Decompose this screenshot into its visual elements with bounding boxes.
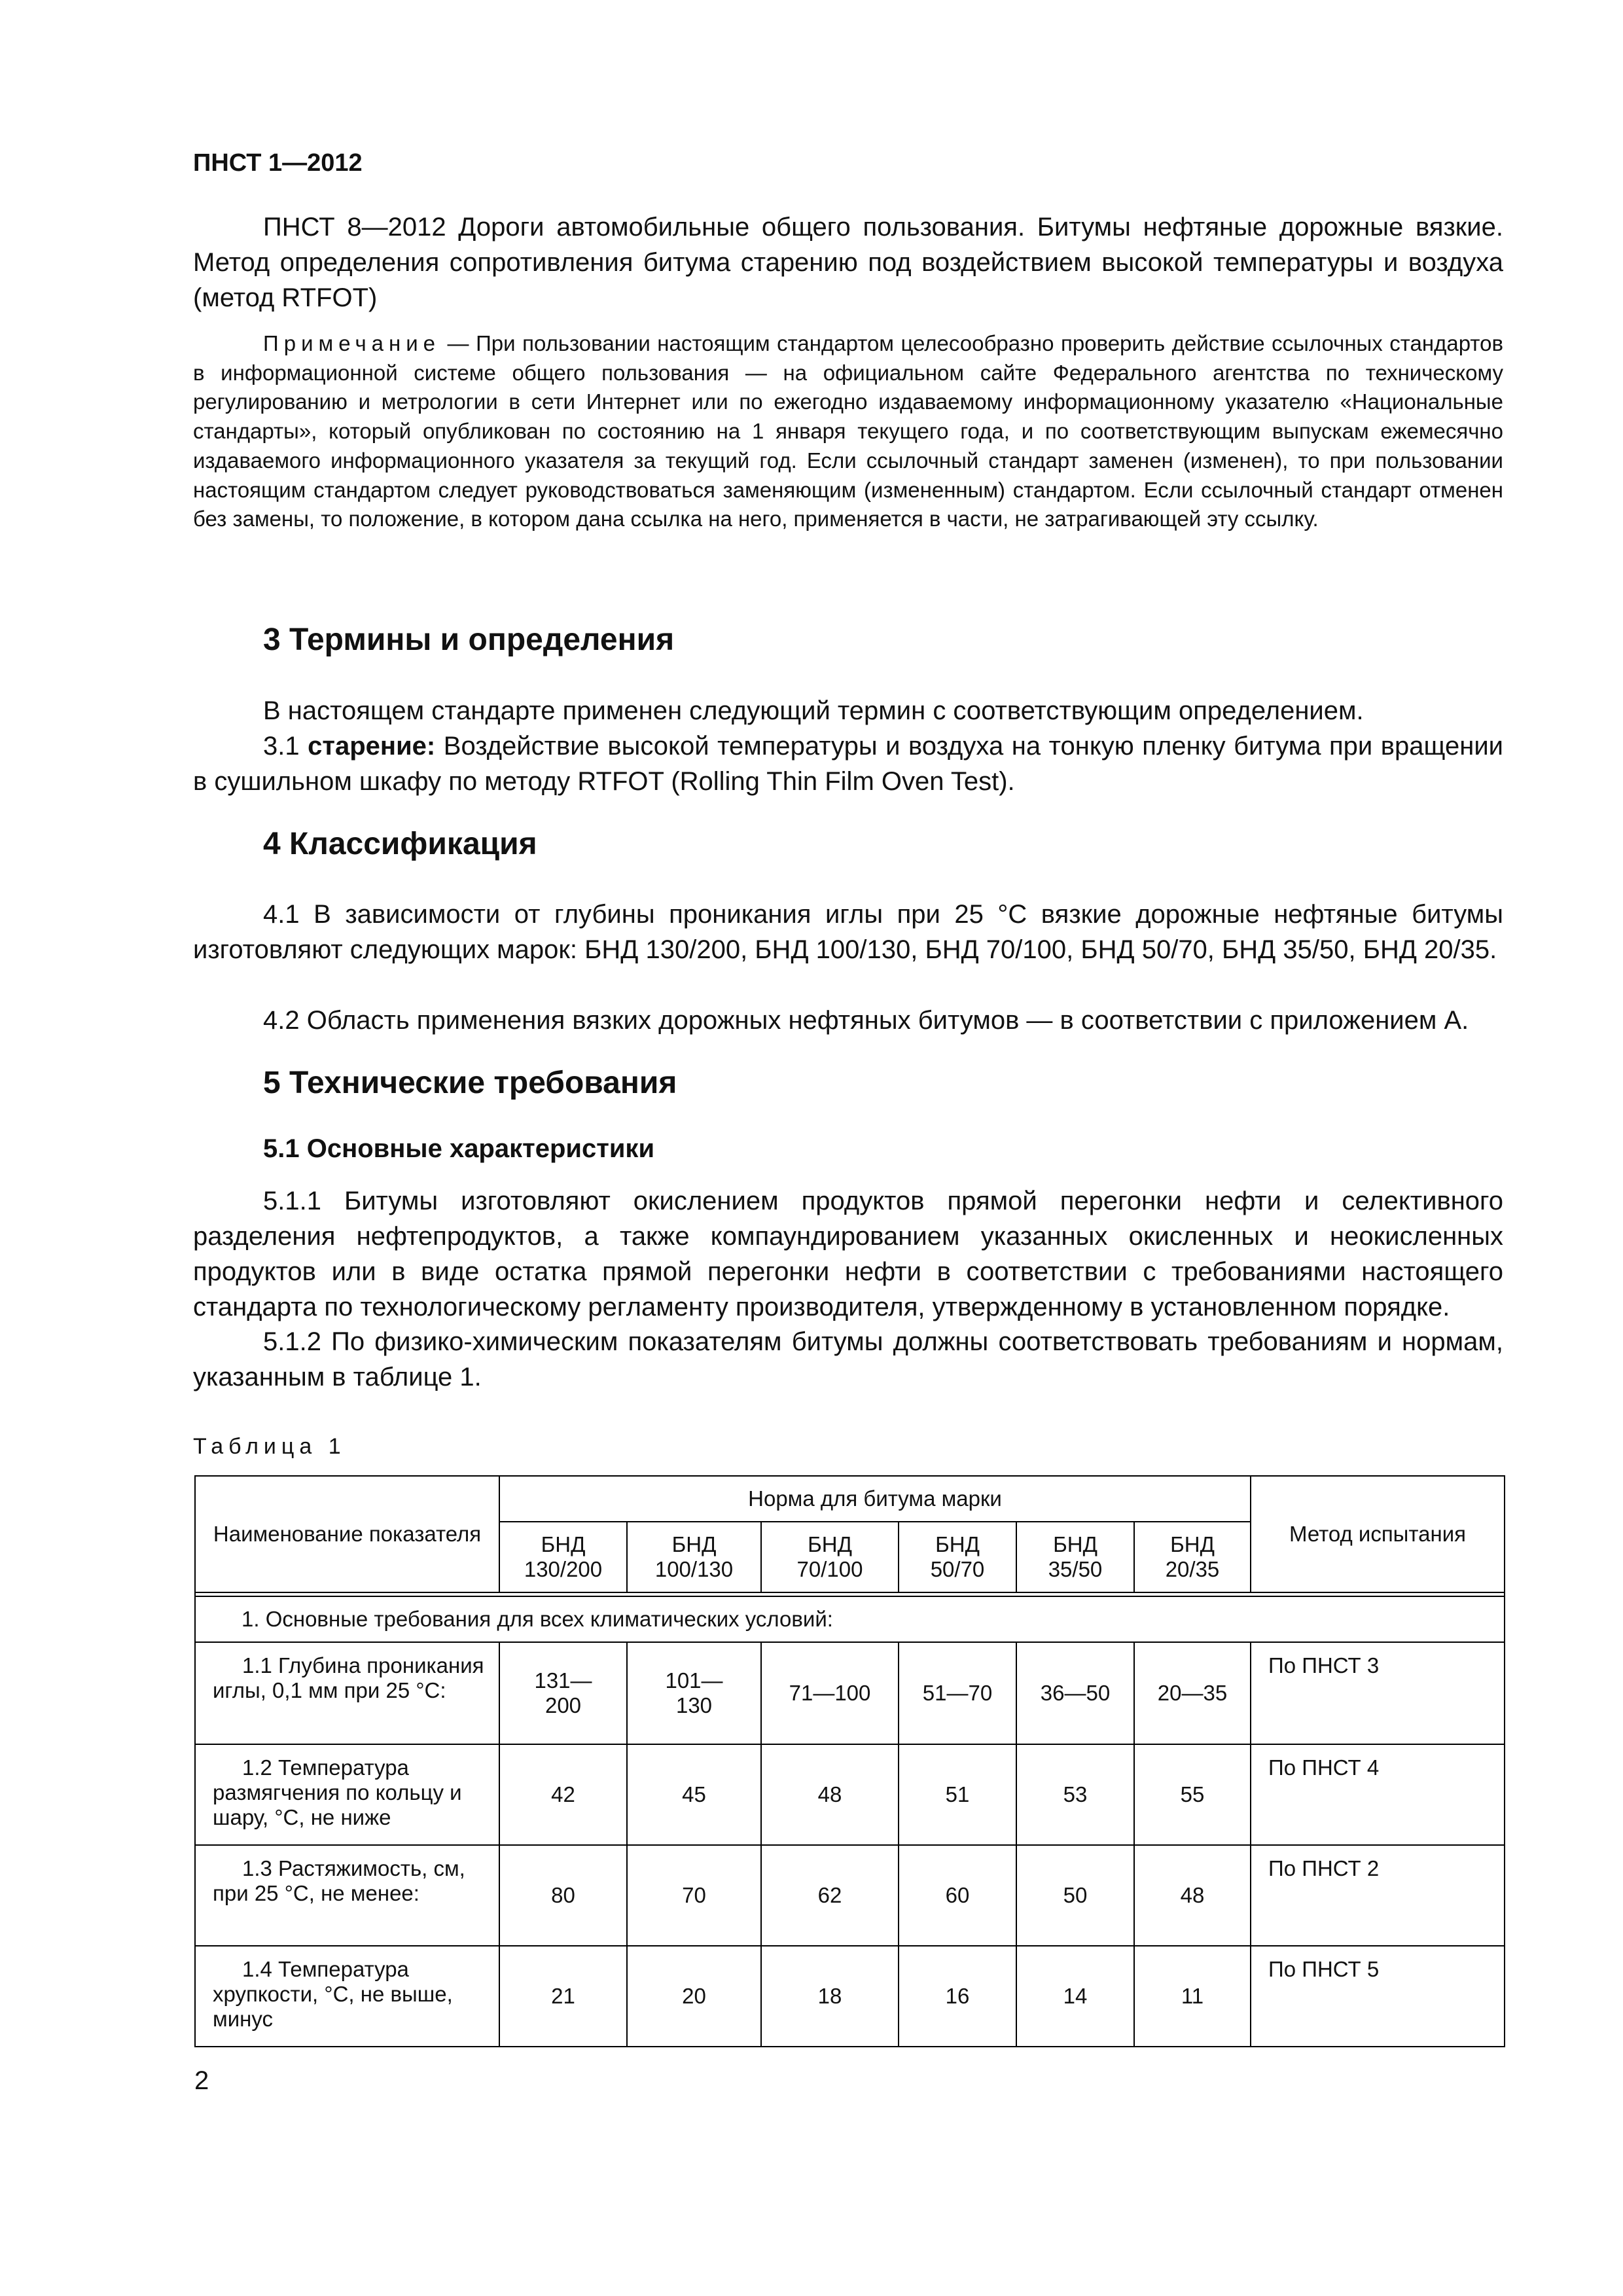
norm-value: 55 xyxy=(1134,1744,1251,1845)
clause-5-1-2: 5.1.2 По физико-химическим показателям битумы должны соответствовать требованиям и нормам, указанным в таблице 1. xyxy=(193,1327,1503,1391)
table-row xyxy=(195,1845,1505,1946)
test-method: По ПНСТ 3 xyxy=(1251,1642,1505,1744)
section-3-heading: 3 Термины и определения xyxy=(263,622,675,657)
norm-value: 51 xyxy=(899,1744,1016,1845)
grade-header: БНД 70/100 xyxy=(761,1522,899,1592)
subsection-5-1-heading: 5.1 Основные характеристики xyxy=(263,1134,655,1163)
norm-value: 60 xyxy=(899,1845,1016,1946)
clause-5-1-1: 5.1.1 Битумы изготовляют окислением продуктов прямой перегонки нефти и селективного разделения нефтепродуктов, а также компаундированием указанных окисленных и неокисленных продуктов или в виде остатка прямой перегонки нефти в соответствии с требованиями настоящего стандарта по технологическому регламенту производителя, утвержденному в установленном порядке. xyxy=(193,1187,1503,1321)
term-name: старение: xyxy=(308,732,436,761)
norm-value: 20 xyxy=(627,1946,761,2047)
section-4-heading: 4 Классификация xyxy=(263,827,537,861)
reference-note xyxy=(193,329,1503,534)
note-label: Примечание xyxy=(263,331,441,355)
table-section-row: 1. Основные требования для всех климатических условий: xyxy=(195,1596,1505,1642)
norm-value: 70 xyxy=(627,1845,761,1946)
table-row xyxy=(195,1642,1505,1744)
norm-value: 18 xyxy=(761,1946,899,2047)
page-number: 2 xyxy=(194,2066,209,2095)
table-row xyxy=(195,1744,1505,1845)
term-definition-3-1 xyxy=(193,728,1503,799)
norm-value: 71—100 xyxy=(761,1642,899,1744)
clause-4-2: 4.2 Область применения вязких дорожных нефтяных битумов — в соответствии с приложением А. xyxy=(263,1006,1469,1035)
indicator-name: 1.3 Растяжимость, см, при 25 °С, не менее: xyxy=(195,1845,499,1946)
norm-value: 48 xyxy=(761,1744,899,1845)
norm-value: 51—70 xyxy=(899,1642,1016,1744)
table-row xyxy=(195,1946,1505,2047)
test-method: По ПНСТ 4 xyxy=(1251,1744,1505,1845)
norm-value: 42 xyxy=(499,1744,627,1845)
specification-table xyxy=(194,1475,1505,2047)
test-method: По ПНСТ 5 xyxy=(1251,1946,1505,2047)
norm-value: 14 xyxy=(1016,1946,1134,2047)
grade-header: БНД 100/130 xyxy=(627,1522,761,1592)
norm-value: 36—50 xyxy=(1016,1642,1134,1744)
norm-value: 21 xyxy=(499,1946,627,2047)
test-method: По ПНСТ 2 xyxy=(1251,1845,1505,1946)
clause-4-1: 4.1 В зависимости от глубины проникания иглы при 25 °С вязкие дорожные нефтяные битумы изготовляют следующих марок: БНД 130/200, БНД 100/130, БНД 70/100, БНД 50/70, БНД 35/50, БНД 20/35. xyxy=(193,900,1503,964)
grade-header: БНД 35/50 xyxy=(1016,1522,1134,1592)
header-method: Метод испытания xyxy=(1251,1476,1505,1592)
grade-header: БНД 50/70 xyxy=(899,1522,1016,1592)
standard-designation: ПНСТ 1—2012 xyxy=(193,149,363,177)
grade-header: БНД 130/200 xyxy=(499,1522,627,1592)
norm-value: 53 xyxy=(1016,1744,1134,1845)
table-caption: Таблица 1 xyxy=(193,1434,346,1459)
norm-value: 45 xyxy=(627,1744,761,1845)
indicator-name: 1.1 Глубина проникания иглы, 0,1 мм при 25 °С: xyxy=(195,1642,499,1744)
header-norm-group: Норма для битума марки xyxy=(499,1476,1251,1522)
norm-value: 50 xyxy=(1016,1845,1134,1946)
section-5-heading: 5 Технические требования xyxy=(263,1066,677,1100)
norm-value: 20—35 xyxy=(1134,1642,1251,1744)
norm-value: 11 xyxy=(1134,1946,1251,2047)
indicator-name: 1.2 Температура размягчения по кольцу и шару, °С, не ниже xyxy=(195,1744,499,1845)
term-text: Воздействие высокой температуры и воздуха на тонкую пленку битума при вращении в сушильном шкафу по методу RTFOT (Rolling Thin Film Oven Test). xyxy=(193,732,1504,796)
norm-value: 62 xyxy=(761,1845,899,1946)
indicator-name: 1.4 Температура хрупкости, °С, не выше, минус xyxy=(195,1946,499,2047)
header-indicator: Наименование показателя xyxy=(195,1476,499,1592)
norm-value: 16 xyxy=(899,1946,1016,2047)
note-text: — При пользовании настоящим стандартом целесообразно проверить действие ссылочных стандартов в информационной системе общего пользования — на официальном сайте Федерального агентства по техническому регулированию и метрологии в сети Интернет или по ежегодно издаваемому информационному указателю «Национальные стандарты», который опубликован по состоянию на 1 января текущего года, и по соответствующим выпускам ежемесячно издаваемого информационного указателя за текущий год. Если ссылочный стандарт заменен (изменен), то при пользовании настоящим стандартом следует руководствоваться заменяющим (измененным) стандартом. Если ссылочный стандарт отменен без замены, то положение, в котором дана ссылка на него, применяется в части, не затрагивающей эту ссылку. xyxy=(193,331,1503,531)
norm-value: 80 xyxy=(499,1845,627,1946)
term-number: 3.1 xyxy=(263,732,308,761)
reference-pnst8: ПНСТ 8—2012 Дороги автомобильные общего пользования. Битумы нефтяные дорожные вязкие. Метод определения сопротивления битума старению под воздействием высокой температуры и воздуха (метод RTFOT) xyxy=(193,213,1503,312)
norm-value: 48 xyxy=(1134,1845,1251,1946)
grade-header: БНД 20/35 xyxy=(1134,1522,1251,1592)
section-3-intro: В настоящем стандарте применен следующий термин с соответствующим определением. xyxy=(263,696,1364,725)
norm-value: 101—130 xyxy=(627,1642,761,1744)
norm-value: 131—200 xyxy=(499,1642,627,1744)
